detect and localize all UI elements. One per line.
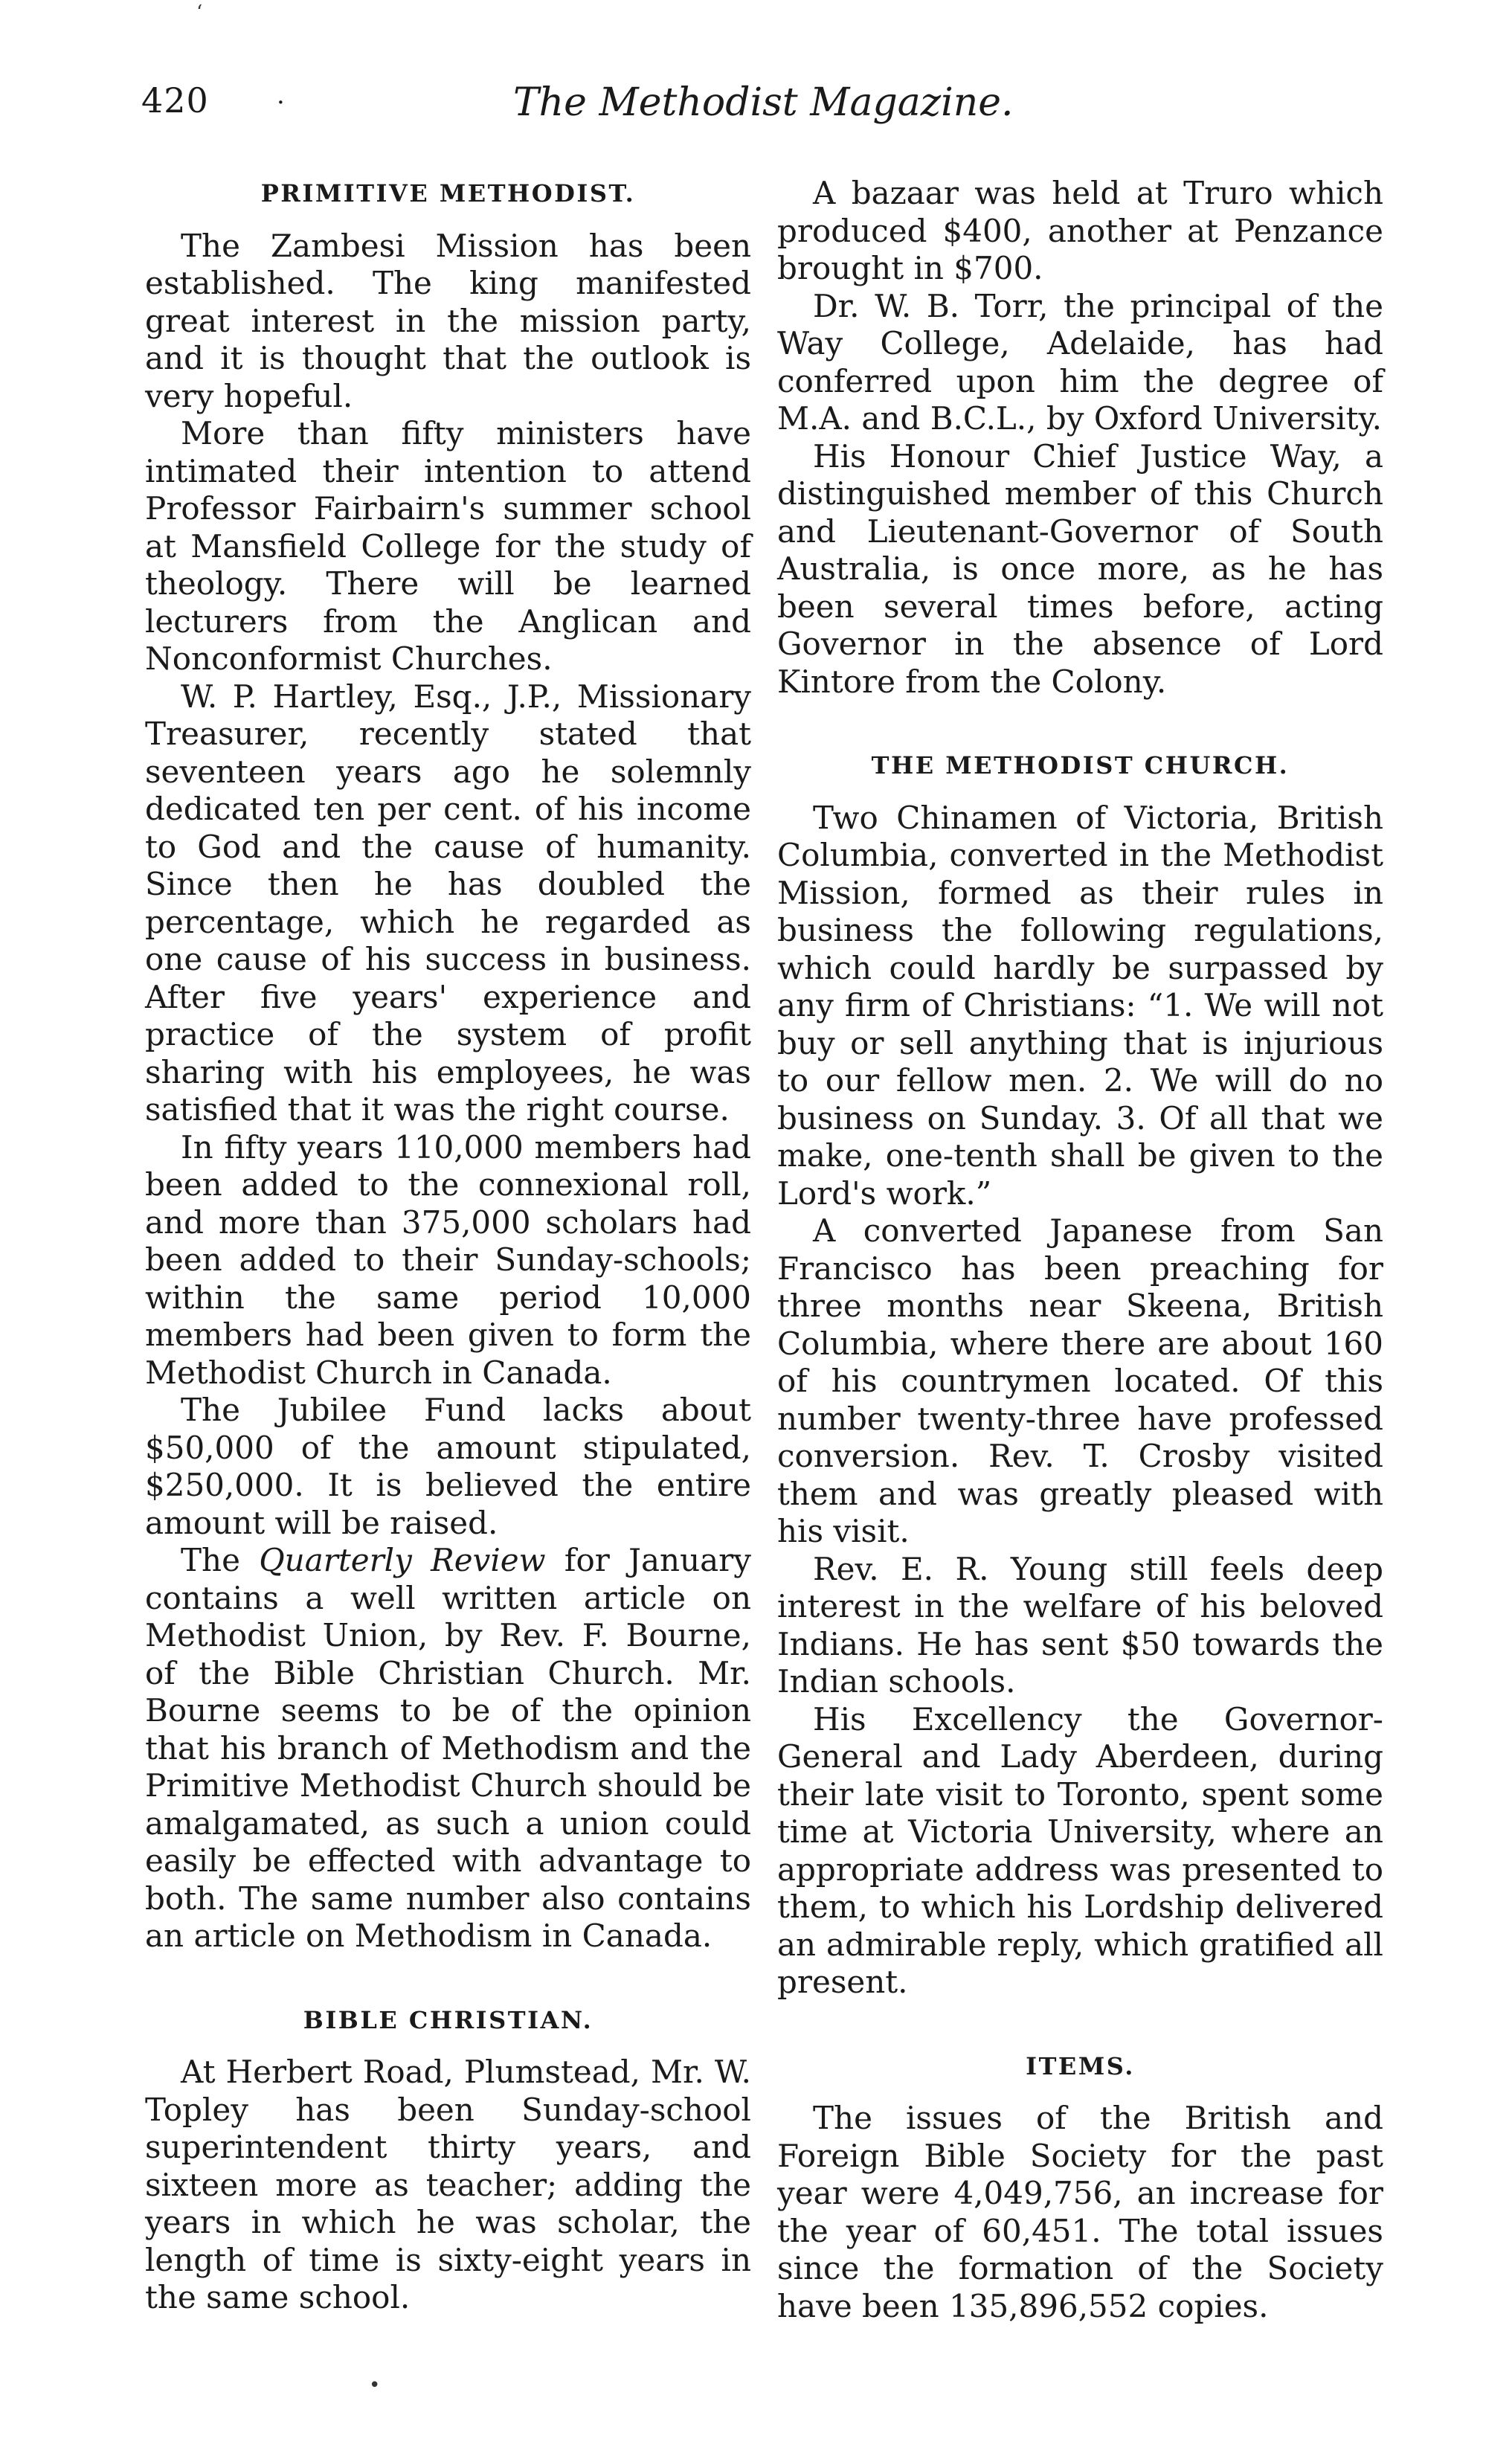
paragraph-governor-general: His Excellency the Governor-General and Lady Aberdeen, during their late visit to Toronto, spent some time at Victoria University, where an appropriate address was presented to them, to which his Lordship delivered an admirable reply, which gratified all present. bbox=[777, 1700, 1383, 2000]
page-number: 420 bbox=[141, 80, 209, 120]
section-items bbox=[777, 2048, 1383, 2326]
section-heading: ITEMS. bbox=[1026, 2051, 1135, 2080]
paragraph-bazaar: A bazaar was held at Truro which produced $400, another at Penzance brought in $700. bbox=[777, 175, 1383, 286]
running-title: The Methodist Magazine. bbox=[513, 80, 1014, 125]
review-title: Quarterly Review bbox=[259, 1542, 546, 1578]
section-heading: THE METHODIST CHURCH. bbox=[871, 751, 1290, 779]
paragraph-quarterly-review bbox=[145, 1542, 751, 1955]
paragraph-japanese: A converted Japanese from San Francisco has been preaching for three months near Skeena, British Columbia, where there are about 160 of his countrymen located. Of this number twenty-three have professed conversion. Rev. T. Crosby visited them and was greatly pleased with his visit. bbox=[777, 1212, 1383, 1549]
paragraph-jubilee-fund: The Jubilee Fund lacks about $50,000 of the amount stipulated, $250,000. It is believed the entire amount will be raised. bbox=[145, 1392, 751, 1541]
paragraph-justice-way: His Honour Chief Justice Way, a distinguished member of this Church and Lieutenant-Governor of South Australia, is once more, as he has been several times before, acting Governor in the absence of Lord Kintore from the Colony. bbox=[777, 437, 1383, 700]
top-speck: ‘ bbox=[196, 1, 203, 24]
paragraph-summer-school: More than fifty ministers have intimated their intention to attend Professor Fairbairn's summer school at Mansfield College for the study of theology. There will be learned lecturers from the Anglican and Nonconformist Churches. bbox=[145, 415, 751, 677]
review-suffix: for January contains a well written article on Methodist Union, by Rev. F. Bourne, of the Bible Christian Church. Mr. Bourne seems to be of the opinion that his branch of Methodism and the Primitive Methodist Church should be amalgamated, as such a union could easily be effected with advantage to both. The same number also contains an article on Methodism in Canada. bbox=[145, 1542, 751, 1954]
section-bible-christian bbox=[145, 2002, 751, 2317]
section-continued bbox=[777, 175, 1383, 701]
left-column bbox=[145, 175, 751, 2317]
paragraph-chinamen: Two Chinamen of Victoria, British Columbia, converted in the Methodist Mission, formed as their rules in business the following regulations, which could hardly be surpassed by any firm of Christians: “1. We will not buy or sell anything that is injurious to our fellow men. 2. We will do no business on Sunday. 3. Of all that we make, one-tenth shall be given to the Lord's work.” bbox=[777, 799, 1383, 1212]
section-heading: BIBLE CHRISTIAN. bbox=[303, 2005, 593, 2034]
running-header bbox=[141, 80, 1376, 140]
section-primitive-methodist bbox=[145, 175, 751, 1955]
section-methodist-church bbox=[777, 747, 1383, 2002]
right-column bbox=[777, 175, 1383, 2325]
paragraph-bible-society: The issues of the British and Foreign Bible Society for the past year were 4,049,756, an increase for the year of 60,451. The total issues since the formation of the Society have been 135,896,552 copies. bbox=[777, 2100, 1383, 2324]
section-heading: PRIMITIVE METHODIST. bbox=[260, 179, 636, 208]
bottom-dot: • bbox=[369, 2374, 381, 2396]
paragraph-torr: Dr. W. B. Torr, the principal of the Way College, Adelaide, has had conferred upon him the degree of M.A. and B.C.L., by Oxford University. bbox=[777, 287, 1383, 437]
paragraph-zambesi-mission: The Zambesi Mission has been established. The king manifested great interest in the mission party, and it is thought that the outlook is very hopeful. bbox=[145, 227, 751, 414]
paragraph-young: Rev. E. R. Young still feels deep interest in the welfare of his beloved Indians. He has sent $50 towards the Indian schools. bbox=[777, 1550, 1383, 1700]
review-prefix: The bbox=[181, 1542, 260, 1578]
paragraph-hartley: W. P. Hartley, Esq., J.P., Missionary Treasurer, recently stated that seventeen years ago he solemnly dedicated ten per cent. of his income to God and the cause of humanity. Since then he has doubled the percentage, which he regarded as one cause of his success in business. After five years' experience and practice of the system of profit sharing with his employees, he was satisfied that it was the right course. bbox=[145, 678, 751, 1128]
paragraph-fifty-years: In fifty years 110,000 members had been added to the connexional roll, and more than 375,000 scholars had been added to their Sunday-schools; within the same period 10,000 members had been given to form the Methodist Church in Canada. bbox=[145, 1128, 751, 1391]
paragraph-herbert-road: At Herbert Road, Plumstead, Mr. W. Topley has been Sunday-school superintendent thirty years, and sixteen more as teacher; adding the years in which he was scholar, the length of time is sixty-eight years in the same school. bbox=[145, 2054, 751, 2315]
header-separator: · bbox=[277, 88, 285, 118]
